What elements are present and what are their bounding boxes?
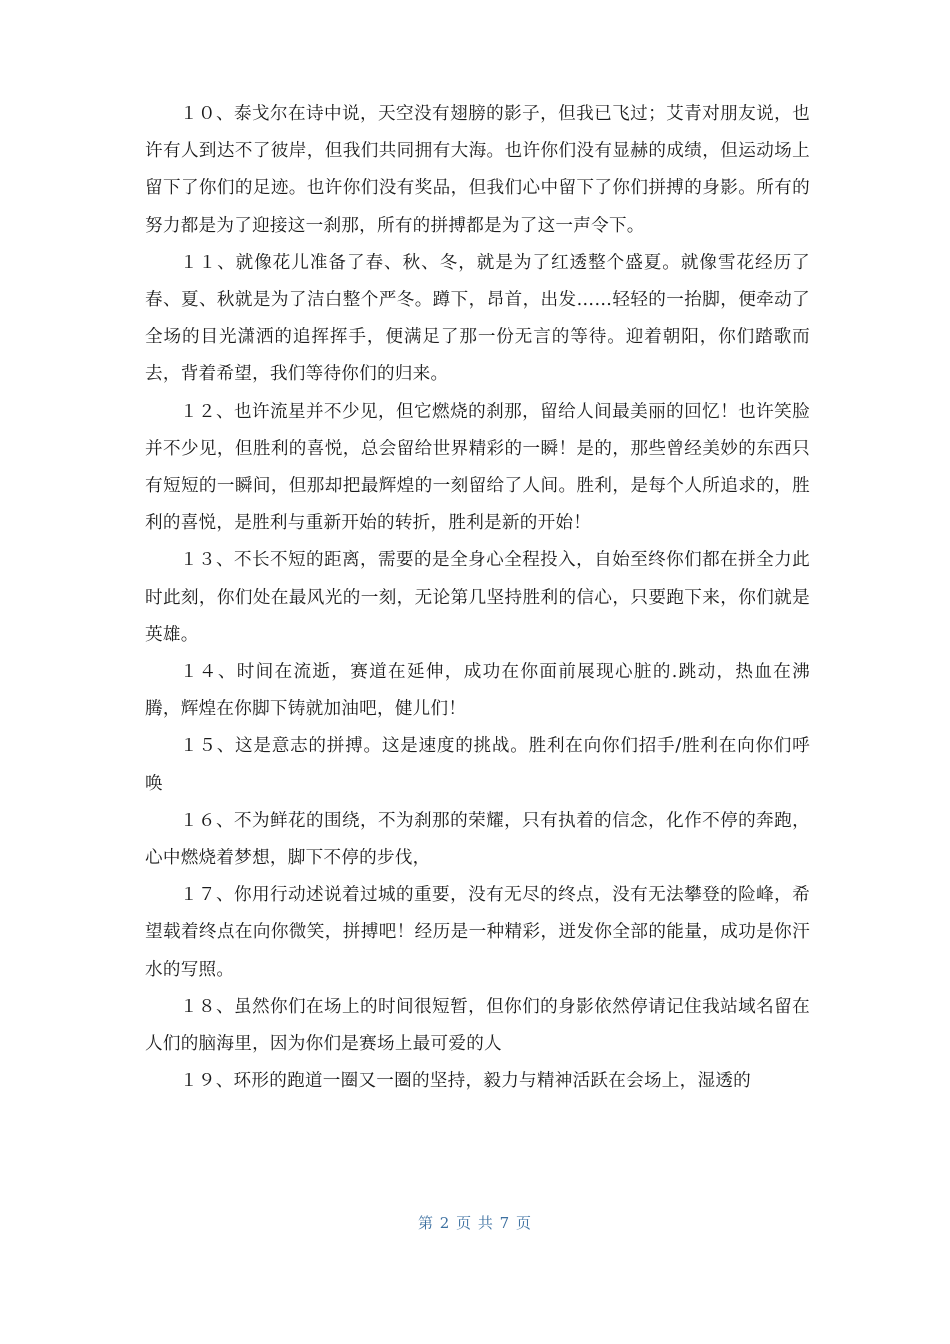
paragraph-17: １７、你用行动述说着过城的重要，没有无尽的终点，没有无法攀登的险峰，希望载着终点在向你微笑，拼搏吧！经历是一种精彩，迸发你全部的能量，成功是你汗水的写照。: [145, 885, 810, 980]
paragraph-16: １６、不为鲜花的围绕，不为刹那的荣耀，只有执着的信念，化作不停的奔跑，心中燃烧着梦想，脚下不停的步伐，: [145, 810, 810, 869]
paragraph-13: １３、不长不短的距离，需要的是全身心全程投入，自始至终你们都在拼全力此时此刻，你们处在最风光的一刻，无论第几坚持胜利的信心，只要跑下来，你们就是英雄。: [145, 550, 810, 645]
document-body: [145, 96, 810, 1100]
paragraph-19: １９、环形的跑道一圈又一圈的坚持，毅力与精神活跃在会场上，湿透的: [180, 1071, 752, 1092]
paragraph-14: １４、时间在流逝，赛道在延伸，成功在你面前展现心脏的.跳动，热血在沸腾，辉煌在你脚下铸就加油吧，健儿们！: [145, 662, 810, 720]
paragraph-12: １２、也许流星并不少见，但它燃烧的刹那，留给人间最美丽的回忆！也许笑脸并不少见，但胜利的喜悦，总会留给世界精彩的一瞬！是的，那些曾经美妙的东西只有短短的一瞬间，但那却把最辉煌的一刻留给了人间。胜利，是每个人所追求的，胜利的喜悦，是胜利与重新开始的转折，胜利是新的开始！: [145, 401, 810, 534]
paragraph-18: １８、虽然你们在场上的时间很短暂，但你们的身影依然停请记住我站域名留在人们的脑海里，因为你们是赛场上最可爱的人: [145, 996, 810, 1055]
paragraph-11: １１、就像花儿准备了春、秋、冬，就是为了红透整个盛夏。就像雪花经历了春、夏、秋就是为了洁白整个严冬。蹲下，昂首，出发……轻轻的一抬脚，便牵动了全场的目光潇洒的追挥挥手，便满足了那一份无言的等待。迎着朝阳，你们踏歌而去，背着希望，我们等待你们的归来。: [145, 252, 810, 385]
paragraph-15: １５、这是意志的拼搏。这是速度的挑战。胜利在向你们招手/胜利在向你们呼唤: [145, 736, 810, 794]
paragraph-10: １０、泰戈尔在诗中说，天空没有翅膀的影子，但我已飞过；艾青对朋友说，也许有人到达不了彼岸，但我们共同拥有大海。也许你们没有显赫的成绩，但运动场上留下了你们的足迹。也许你们没有奖品，但我们心中留下了你们拼搏的身影。所有的努力都是为了迎接这一刹那，所有的拼搏都是为了这一声令下。: [145, 104, 810, 236]
page-number-footer: 第 2 页 共 7 页: [418, 1214, 532, 1232]
